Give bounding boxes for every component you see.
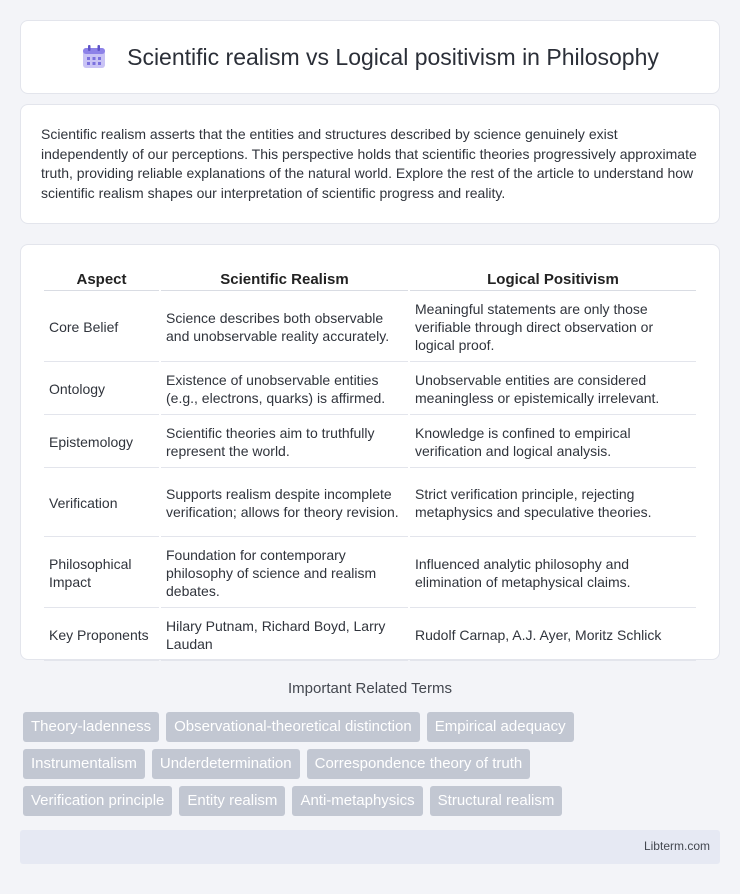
table-row — [44, 417, 696, 468]
footer — [20, 830, 720, 864]
tag-entity-realism[interactable]: Entity realism — [179, 786, 285, 816]
table-cell-aspect: Core Belief — [44, 293, 159, 362]
related-terms-title: Important Related Terms — [288, 680, 452, 697]
table-row — [44, 610, 696, 661]
table-cell-scientific-realism: Existence of unobservable entities (e.g., electrons, quarks) is affirmed. — [161, 364, 408, 415]
table-cell-scientific-realism: Supports realism despite incomplete verification; allows for theory revision. — [161, 470, 408, 537]
calendar-icon — [81, 44, 107, 70]
column-header-scientific-realism: Scientific Realism — [161, 267, 408, 291]
tag-anti-metaphysics[interactable]: Anti-metaphysics — [292, 786, 422, 816]
table-cell-aspect: Verification — [44, 470, 159, 537]
intro-card — [20, 104, 720, 224]
tag-observational-theoretical-distinction[interactable]: Observational-theoretical distinction — [166, 712, 420, 742]
tag-row — [23, 712, 723, 742]
intro-text: Scientific realism asserts that the entities and structures described by science genuinely exist independently of our perceptions. This perspective holds that scientific theories progressively approximate truth, providing reliable explanations of the natural world. Explore the rest of the article to understand how scientific realism shapes our interpretation of scientific progress and reality. — [41, 126, 697, 201]
tag-row — [23, 749, 723, 779]
tag-correspondence-theory-of-truth[interactable]: Correspondence theory of truth — [307, 749, 531, 779]
tag-theory-ladenness[interactable]: Theory-ladenness — [23, 712, 159, 742]
related-terms-tags — [23, 712, 723, 823]
table-cell-scientific-realism: Scientific theories aim to truthfully represent the world. — [161, 417, 408, 468]
column-header-aspect: Aspect — [44, 267, 159, 291]
tag-row — [23, 786, 723, 816]
table-row — [44, 293, 696, 362]
table-row — [44, 539, 696, 608]
table-cell-scientific-realism: Science describes both observable and unobservable reality accurately. — [161, 293, 408, 362]
table-cell-logical-positivism: Knowledge is confined to empirical verification and logical analysis. — [410, 417, 696, 468]
tag-instrumentalism[interactable]: Instrumentalism — [23, 749, 145, 779]
table-header-row — [44, 267, 696, 291]
table-cell-logical-positivism: Strict verification principle, rejecting metaphysics and speculative theories. — [410, 470, 696, 537]
table-cell-logical-positivism: Influenced analytic philosophy and elimination of metaphysical claims. — [410, 539, 696, 608]
table-cell-logical-positivism: Meaningful statements are only those verifiable through direct observation or logical proof. — [410, 293, 696, 362]
tag-empirical-adequacy[interactable]: Empirical adequacy — [427, 712, 574, 742]
tag-structural-realism[interactable]: Structural realism — [430, 786, 563, 816]
comparison-table-card — [20, 244, 720, 660]
tag-underdetermination[interactable]: Underdetermination — [152, 749, 300, 779]
table-cell-scientific-realism: Hilary Putnam, Richard Boyd, Larry Laudan — [161, 610, 408, 661]
table-cell-logical-positivism: Unobservable entities are considered meaningless or epistemically irrelevant. — [410, 364, 696, 415]
table-cell-aspect: Ontology — [44, 364, 159, 415]
page-title: Scientific realism vs Logical positivism in Philosophy — [127, 43, 659, 70]
footer-site-link[interactable]: Libterm.com — [643, 839, 710, 853]
table-row — [44, 364, 696, 415]
table-cell-aspect: Philosophical Impact — [44, 539, 159, 608]
header-card — [20, 20, 720, 94]
table-cell-aspect: Epistemology — [44, 417, 159, 468]
table-row — [44, 470, 696, 537]
table-cell-logical-positivism: Rudolf Carnap, A.J. Ayer, Moritz Schlick — [410, 610, 696, 661]
table-cell-scientific-realism: Foundation for contemporary philosophy of science and realism debates. — [161, 539, 408, 608]
column-header-logical-positivism: Logical Positivism — [410, 267, 696, 291]
tag-verification-principle[interactable]: Verification principle — [23, 786, 172, 816]
table-cell-aspect: Key Proponents — [44, 610, 159, 661]
comparison-table — [42, 265, 698, 663]
